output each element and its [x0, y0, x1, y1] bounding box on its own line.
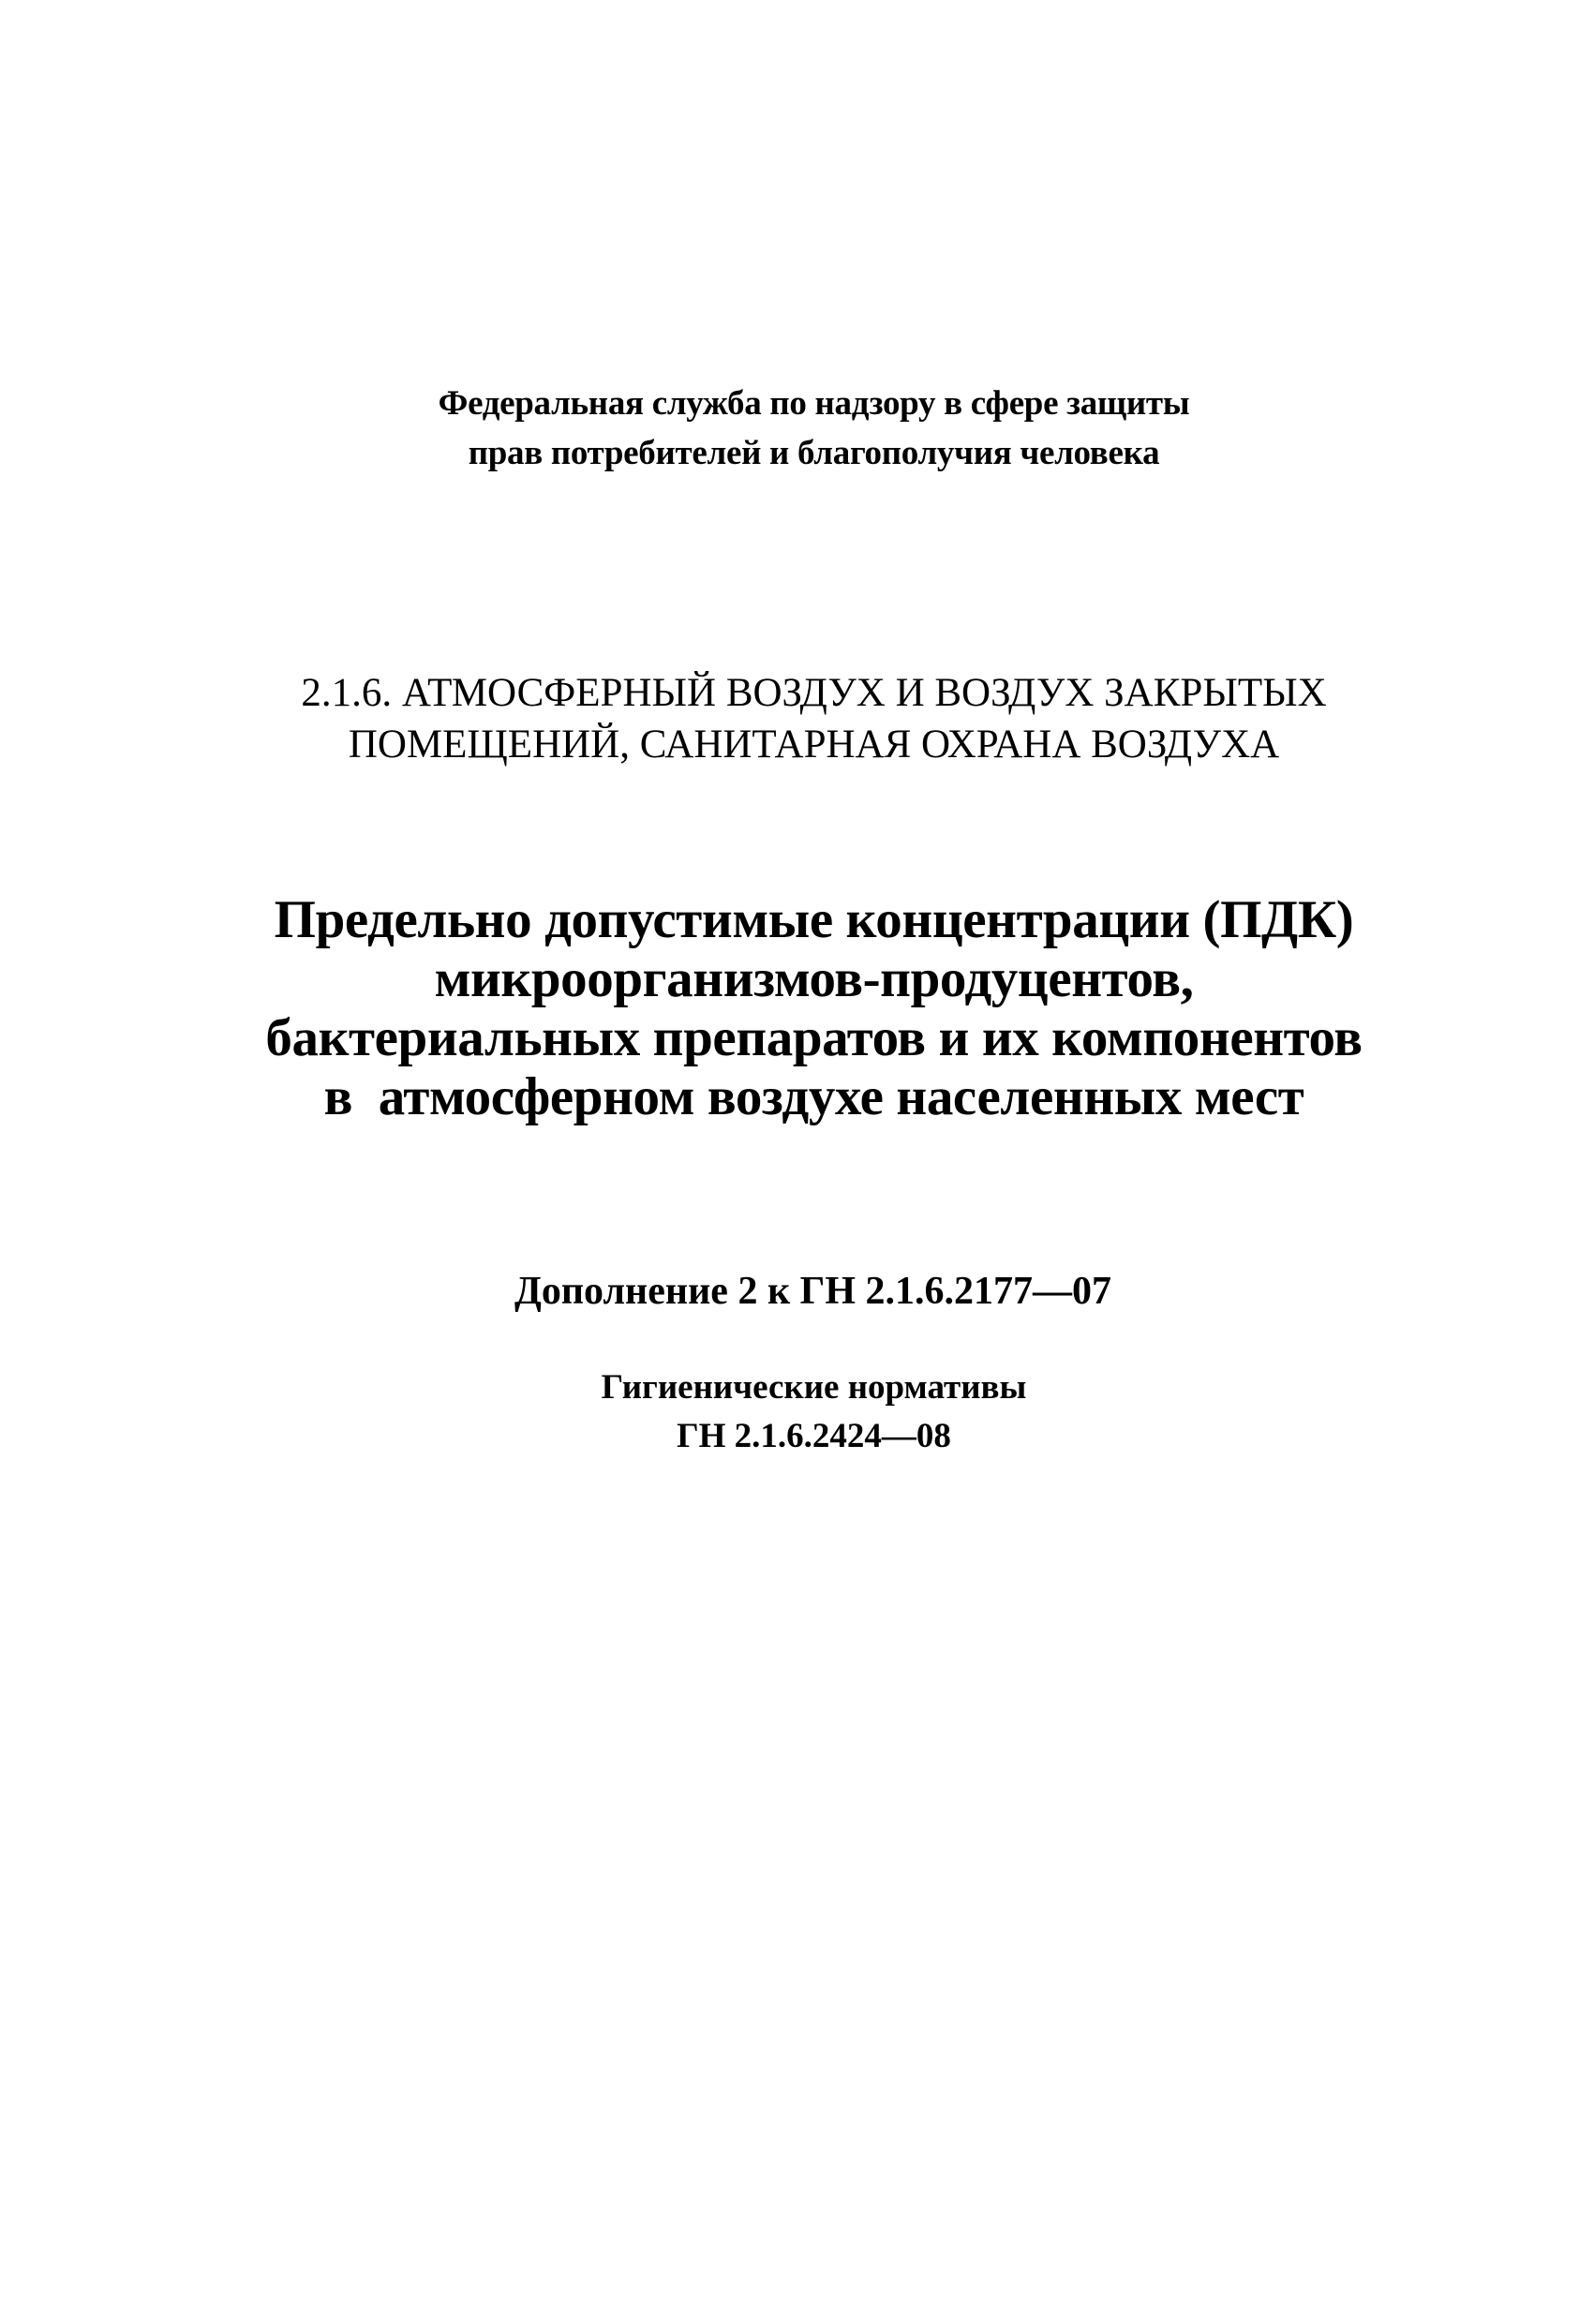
title-line-3: бактериальных препаратов и их компонентов	[265, 1008, 1363, 1067]
section-line-1: 2.1.6. АТМОСФЕРНЫЙ ВОЗДУХ И ВОЗДУХ ЗАКРЫТЫХ	[301, 671, 1327, 715]
section-line-2: ПОМЕЩЕНИЙ, САНИТАРНАЯ ОХРАНА ВОЗДУХА	[348, 723, 1280, 767]
agency-line-2: прав потребителей и благополучия человека	[468, 434, 1160, 472]
agency-header	[0, 379, 1594, 478]
supplement-reference	[0, 1265, 1594, 1318]
section-heading	[0, 667, 1594, 770]
title-line-1: Предельно допустимые концентрации (ПДК)	[274, 890, 1354, 949]
hygienic-norms	[0, 1363, 1594, 1461]
supplement-text: Дополнение 2 к ГН 2.1.6.2177—07	[514, 1270, 1112, 1313]
title-line-2: микроорганизмов-продуцентов,	[434, 949, 1194, 1008]
agency-line-1: Федеральная служба по надзору в сфере защиты	[438, 384, 1190, 423]
document-title	[0, 890, 1594, 1126]
title-line-4: в атмосферном воздухе населенных мест	[323, 1067, 1304, 1126]
norms-label: Гигиенические нормативы	[601, 1368, 1027, 1407]
norms-code: ГН 2.1.6.2424—08	[677, 1417, 951, 1455]
